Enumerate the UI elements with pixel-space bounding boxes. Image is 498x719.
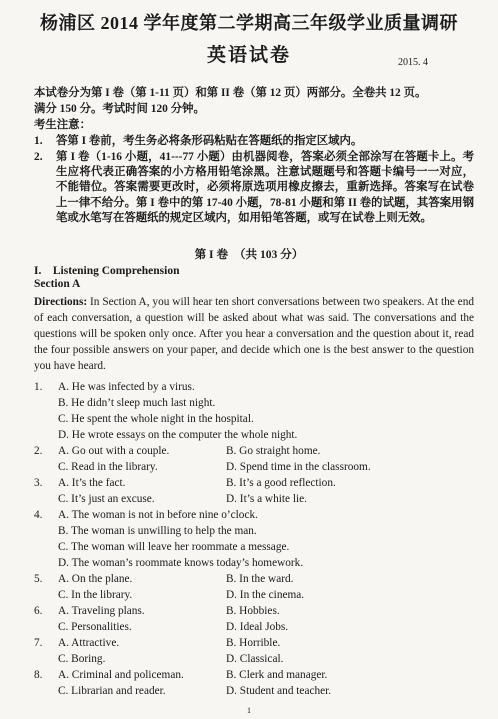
option-d: D. Spend time in the classroom. — [226, 461, 371, 473]
option-a: A. Attractive. — [58, 637, 120, 649]
directions-text: In Section A, you will hear ten short conversations between two speakers. At the end of each conversation, a question will be asked about what was said. The conversations and the questions will be spoken only once. After you hear a conversation and the question about it, read the four possible answers on your paper, and decide which one is the best answer to the question you have heard. — [34, 296, 474, 372]
option-a: A. The woman is not in before nine o’clock. — [58, 509, 258, 521]
option-c: C. Boring. — [58, 653, 106, 665]
option-a: A. It’s the fact. — [58, 477, 126, 489]
option-d: D. Classical. — [226, 653, 284, 665]
question-number: 5. — [34, 573, 43, 585]
option-a: A. Go out with a couple. — [58, 445, 170, 457]
option-c: C. Librarian and reader. — [58, 685, 166, 697]
option-c: C. The woman will leave her roommate a message. — [58, 541, 290, 553]
option-d: D. He wrote essays on the computer the whole night. — [58, 429, 298, 441]
option-c: C. Read in the library. — [58, 461, 158, 473]
intro-line-2: 满分 150 分。考试时间 120 分钟。 — [34, 103, 205, 115]
option-b: B. Go straight home. — [226, 445, 321, 457]
notice-label: 考生注意： — [34, 119, 91, 131]
question-number: 6. — [34, 605, 43, 617]
question-number: 8. — [34, 669, 43, 681]
directions-label: Directions: — [34, 296, 88, 308]
section-a-heading: Section A — [34, 278, 81, 290]
option-c: C. Personalities. — [58, 621, 132, 633]
notice-item-2 — [34, 150, 474, 226]
option-c: C. In the library. — [58, 589, 133, 601]
exam-date: 2015. 4 — [398, 57, 428, 68]
part-title: I. Listening Comprehension — [34, 265, 180, 277]
question-number: 1. — [34, 381, 43, 393]
question-number: 4. — [34, 509, 43, 521]
notice-number: 1. — [34, 135, 43, 147]
option-d: D. Student and teacher. — [226, 685, 332, 697]
question-number: 7. — [34, 637, 43, 649]
option-b: B. Hobbies. — [226, 605, 280, 617]
intro-line-1: 本试卷分为第 I 卷（第 1-11 页）和第 II 卷（第 12 页）两部分。全卷共 12 页。 — [34, 87, 427, 99]
option-d: D. Ideal Jobs. — [226, 621, 289, 633]
question-number: 3. — [34, 477, 43, 489]
exam-subtitle: 英语试卷 — [206, 45, 291, 66]
option-b: B. The woman is unwilling to help the man. — [58, 525, 257, 537]
option-d: D. In the cinema. — [226, 589, 305, 601]
directions — [34, 294, 474, 374]
option-c: C. He spent the whole night in the hospital. — [58, 413, 254, 425]
option-b: B. Horrible. — [226, 637, 281, 649]
option-b: B. He didn’t sleep much last night. — [58, 397, 216, 409]
option-b: B. In the ward. — [226, 573, 294, 585]
option-a: A. Traveling plans. — [58, 605, 145, 617]
page-number: 1 — [247, 706, 251, 715]
option-c: C. It’s just an excuse. — [58, 493, 155, 505]
notice-number: 2. — [34, 151, 43, 163]
question-number: 2. — [34, 445, 43, 457]
notice-item-1 — [34, 134, 474, 149]
option-a: A. He was infected by a virus. — [58, 381, 195, 393]
option-a: A. Criminal and policeman. — [58, 669, 184, 681]
option-b: B. Clerk and manager. — [226, 669, 328, 681]
section-title: 第 I 卷 （共 103 分） — [194, 248, 304, 261]
option-d: D. The woman’s roommate knows today’s homework. — [58, 557, 304, 569]
notice-text: 答第 I 卷前，考生务必将条形码粘贴在答题纸的指定区域内。 — [56, 135, 363, 147]
option-b: B. It’s a good reflection. — [226, 477, 336, 489]
exam-title: 杨浦区 2014 学年度第二学期高三年级学业质量调研 — [40, 13, 458, 33]
option-a: A. On the plane. — [58, 573, 133, 585]
notice-text: 第 I 卷（1-16 小题，41---77 小题）由机器阅卷，答案必须全部涂写在答题卡上。考生应将代表正确答案的小方格用铅笔涂黑。注意试题题号和答题卡编号一一对应，不能错位。答案需要更改时，必须将原选项用橡皮擦去，重新选择。答案写在试卷上一律不给分。第 I 卷中的第 17-40 小题，78-81 小题和第 II 卷的试题，其答案用钢笔或水笔写在答题纸的规定区域内，如用铅笔答题，或写在试卷上则无效。 — [56, 151, 474, 224]
option-d: D. It’s a white lie. — [226, 493, 307, 505]
